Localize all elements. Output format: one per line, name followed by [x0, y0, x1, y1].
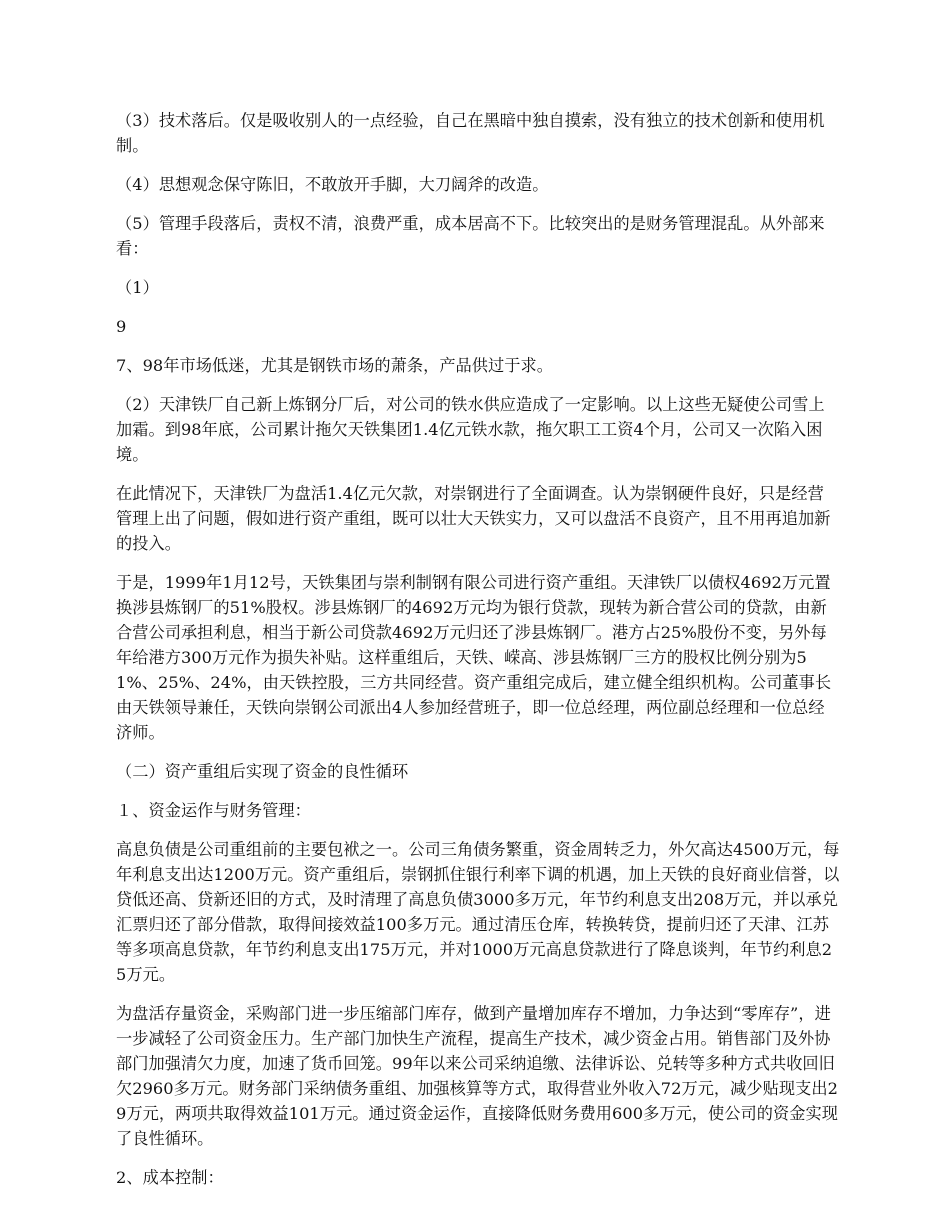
paragraph-external-item-1: （1） [116, 278, 159, 297]
section-heading-capital-cycle: （二）资产重组后实现了资金的良性循环 [116, 762, 409, 781]
subheading-cost-control: 2、成本控制： [116, 1168, 224, 1187]
paragraph-steel-branch-impact: （2）天津铁厂自己新上炼钢分厂后，对公司的铁水供应造成了一定影响。以上这些无疑使公司雪上加霜。到98年底，公司累计拖欠天铁集团1.4亿元铁水款，拖欠职工工资4个月，公司又一次陷入困境。 [116, 395, 825, 464]
paragraph-asset-restructuring: 于是，1999年1月12号，天铁集团与崇利制钢有限公司进行资产重组。天津铁厂以债权4692万元置换涉县炼钢厂的51%股权。涉县炼钢厂的4692万元均为银行贷款，现转为新合营公司的贷款，由新合营公司承担利息，相当于新公司贷款4692万元归还了涉县炼钢厂。港方占25%股份不变，另外每年给港方300万元作为损失补贴。这样重组后，天铁、嵘高、涉县炼钢厂三方的股权比例分别为51%、25%、24%，由天铁控股，三方共同经营。资产重组完成后，建立健全组织机构。公司董事长由天铁领导兼任，天铁向崇钢公司派出4人参加经营班子，即一位总经理，两位副总经理和一位总经济师。 [116, 573, 832, 742]
paragraph-management-backward: （5）管理手段落后，责权不清，浪费严重，成本居高不下。比较突出的是财务管理混乱。从外部来看： [116, 214, 825, 258]
paragraph-inventory-capital: 为盘活存量资金，采购部门进一步压缩部门库存，做到产量增加库存不增加，力争达到“零库存”，进一步减轻了公司资金压力。生产部门加快生产流程，提高生产技术，减少资金占用。销售部门及外协部门加强清欠力度，加速了货币回笼。99年以来公司采纳追缴、法律诉讼、兑转等多种方式共收回旧欠2960多万元。财务部门采纳债务重组、加强核算等方式，取得营业外收入72万元，减少贴现支出29万元，两项共取得效益101万元。通过资金运作，直接降低财务费用600多万元，使公司的资金实现了良性循环。 [116, 1004, 838, 1148]
paragraph-conservative-thinking: （4）思想观念保守陈旧，不敢放开手脚，大刀阔斧的改造。 [116, 175, 549, 194]
subheading-capital-operation: １、资金运作与财务管理： [116, 801, 311, 820]
paragraph-number-fragment: 9 [116, 317, 127, 336]
paragraph-investigation: 在此情况下，天津铁厂为盘活1.4亿元欠款，对崇钢进行了全面调查。认为崇钢硬件良好，只是经营管理上出了问题，假如进行资产重组，既可以壮大天铁实力，又可以盘活不良资产，且不用再追加新的投入。 [116, 484, 831, 553]
paragraph-high-interest-debt: 高息负债是公司重组前的主要包袱之一。公司三角债务繁重，资金周转乏力，外欠高达4500万元，每年利息支出达1200万元。资产重组后，崇钢抓住银行利率下调的机遇，加上天铁的良好商业信誉，以贷低还高、贷新还旧的方式，及时清理了高息负债3000多万元，年节约利息支出208万元，并以承兑汇票归还了部分借款，取得间接效益100多万元。通过清压仓库，转换转贷，提前归还了天津、江苏等多项高息贷款，年节约利息支出175万元，并对1000万元高息贷款进行了降息谈判，年节约利息25万元。 [116, 840, 840, 984]
paragraph-tech-backward: （3）技术落后。仅是吸收别人的一点经验，自己在黑暗中独自摸索，没有独立的技术创新和使用机制。 [116, 111, 825, 155]
paragraph-market-slump: 7、98年市场低迷，尤其是钢铁市场的萧条，产品供过于求。 [116, 356, 553, 375]
